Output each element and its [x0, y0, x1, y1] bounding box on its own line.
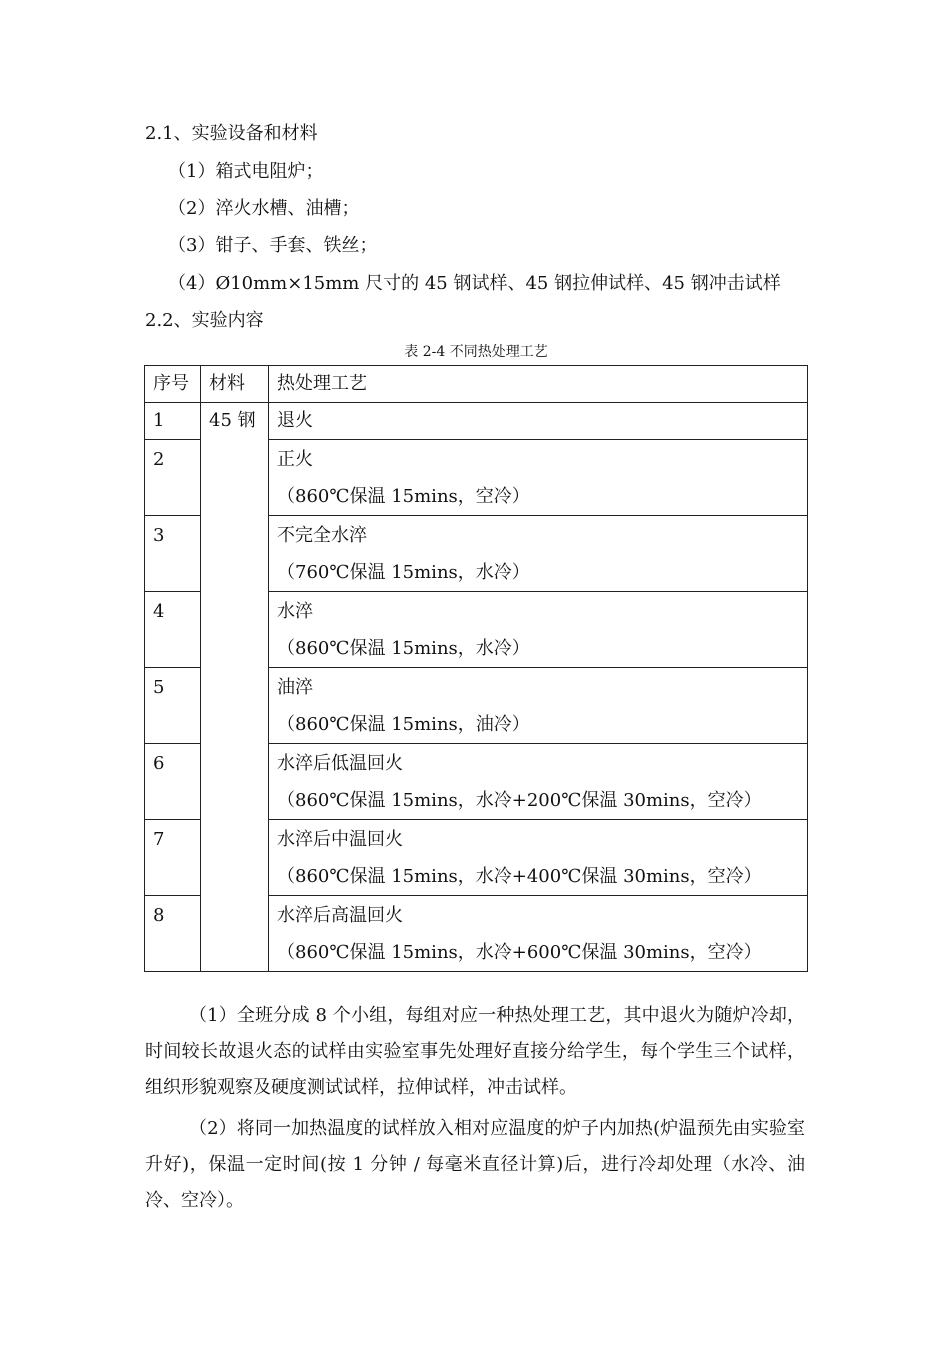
table-header-row — [145, 366, 808, 403]
material-cell: 45 钢 — [201, 403, 269, 972]
row-process-cell — [269, 668, 808, 744]
row-number: 3 — [145, 516, 201, 592]
row-process: 水淬后低温回火 — [277, 753, 403, 774]
row-process-detail: （860℃保温 15mins，油冷） — [277, 714, 530, 735]
row-number: 1 — [145, 403, 201, 440]
table-caption: 表 2-4 不同热处理工艺 — [404, 344, 548, 360]
row-process-detail: （860℃保温 15mins，水冷+600℃保温 30mins，空冷） — [277, 942, 762, 963]
paragraph-grouping: （1）全班分成 8 个小组，每组对应一种热处理工艺，其中退火为随炉冷却，时间较长故退火态的试样由实验室事先处理好直接分给学生，每个学生三个试样，组织形貌观察及硬度测试试样，拉伸试样，冲击试样。 — [145, 1005, 805, 1098]
equipment-item: （2）淬火水槽、油槽； — [168, 198, 360, 219]
table-row — [145, 403, 808, 440]
row-process: 不完全水淬 — [277, 525, 367, 546]
section-heading-content: 2.2、实验内容 — [145, 310, 264, 331]
header-cell-material: 材料 — [201, 366, 269, 403]
header-cell-number: 序号 — [145, 366, 201, 403]
row-process: 水淬 — [277, 601, 313, 622]
row-process-cell — [269, 440, 808, 516]
row-number: 7 — [145, 820, 201, 896]
row-process: 油淬 — [277, 677, 313, 698]
row-process: 退火 — [269, 403, 808, 440]
row-process: 水淬后中温回火 — [277, 829, 403, 850]
row-process-cell — [269, 516, 808, 592]
row-process: 正火 — [277, 449, 313, 470]
row-process: 水淬后高温回火 — [277, 905, 403, 926]
header-cell-process: 热处理工艺 — [269, 366, 808, 403]
paragraph-heating: （2）将同一加热温度的试样放入相对应温度的炉子内加热(炉温预先由实验室升好)，保温一定时间(按 1 分钟 / 每毫米直径计算)后，进行冷却处理（水冷、油冷、空冷）。 — [145, 1118, 805, 1211]
row-number: 5 — [145, 668, 201, 744]
row-number: 8 — [145, 896, 201, 972]
row-number: 2 — [145, 440, 201, 516]
row-process-cell — [269, 896, 808, 972]
heat-treatment-table — [144, 365, 808, 972]
row-process-detail: （860℃保温 15mins，空冷） — [277, 486, 530, 507]
row-number: 4 — [145, 592, 201, 668]
row-process-cell — [269, 820, 808, 896]
row-process-detail: （860℃保温 15mins，水冷+200℃保温 30mins，空冷） — [277, 790, 762, 811]
equipment-item: （1）箱式电阻炉； — [168, 161, 324, 182]
equipment-item: （4）Ø10mm×15mm 尺寸的 45 钢试样、45 钢拉伸试样、45 钢冲击试样 — [168, 273, 781, 294]
row-process-detail: （860℃保温 15mins，水冷） — [277, 638, 530, 659]
row-process-cell — [269, 592, 808, 668]
row-process-detail: （860℃保温 15mins，水冷+400℃保温 30mins，空冷） — [277, 866, 762, 887]
row-number: 6 — [145, 744, 201, 820]
row-process-detail: （760℃保温 15mins，水冷） — [277, 562, 530, 583]
equipment-item: （3）钳子、手套、铁丝； — [168, 235, 378, 256]
section-heading-equipment: 2.1、实验设备和材料 — [145, 123, 318, 144]
row-process-cell — [269, 744, 808, 820]
